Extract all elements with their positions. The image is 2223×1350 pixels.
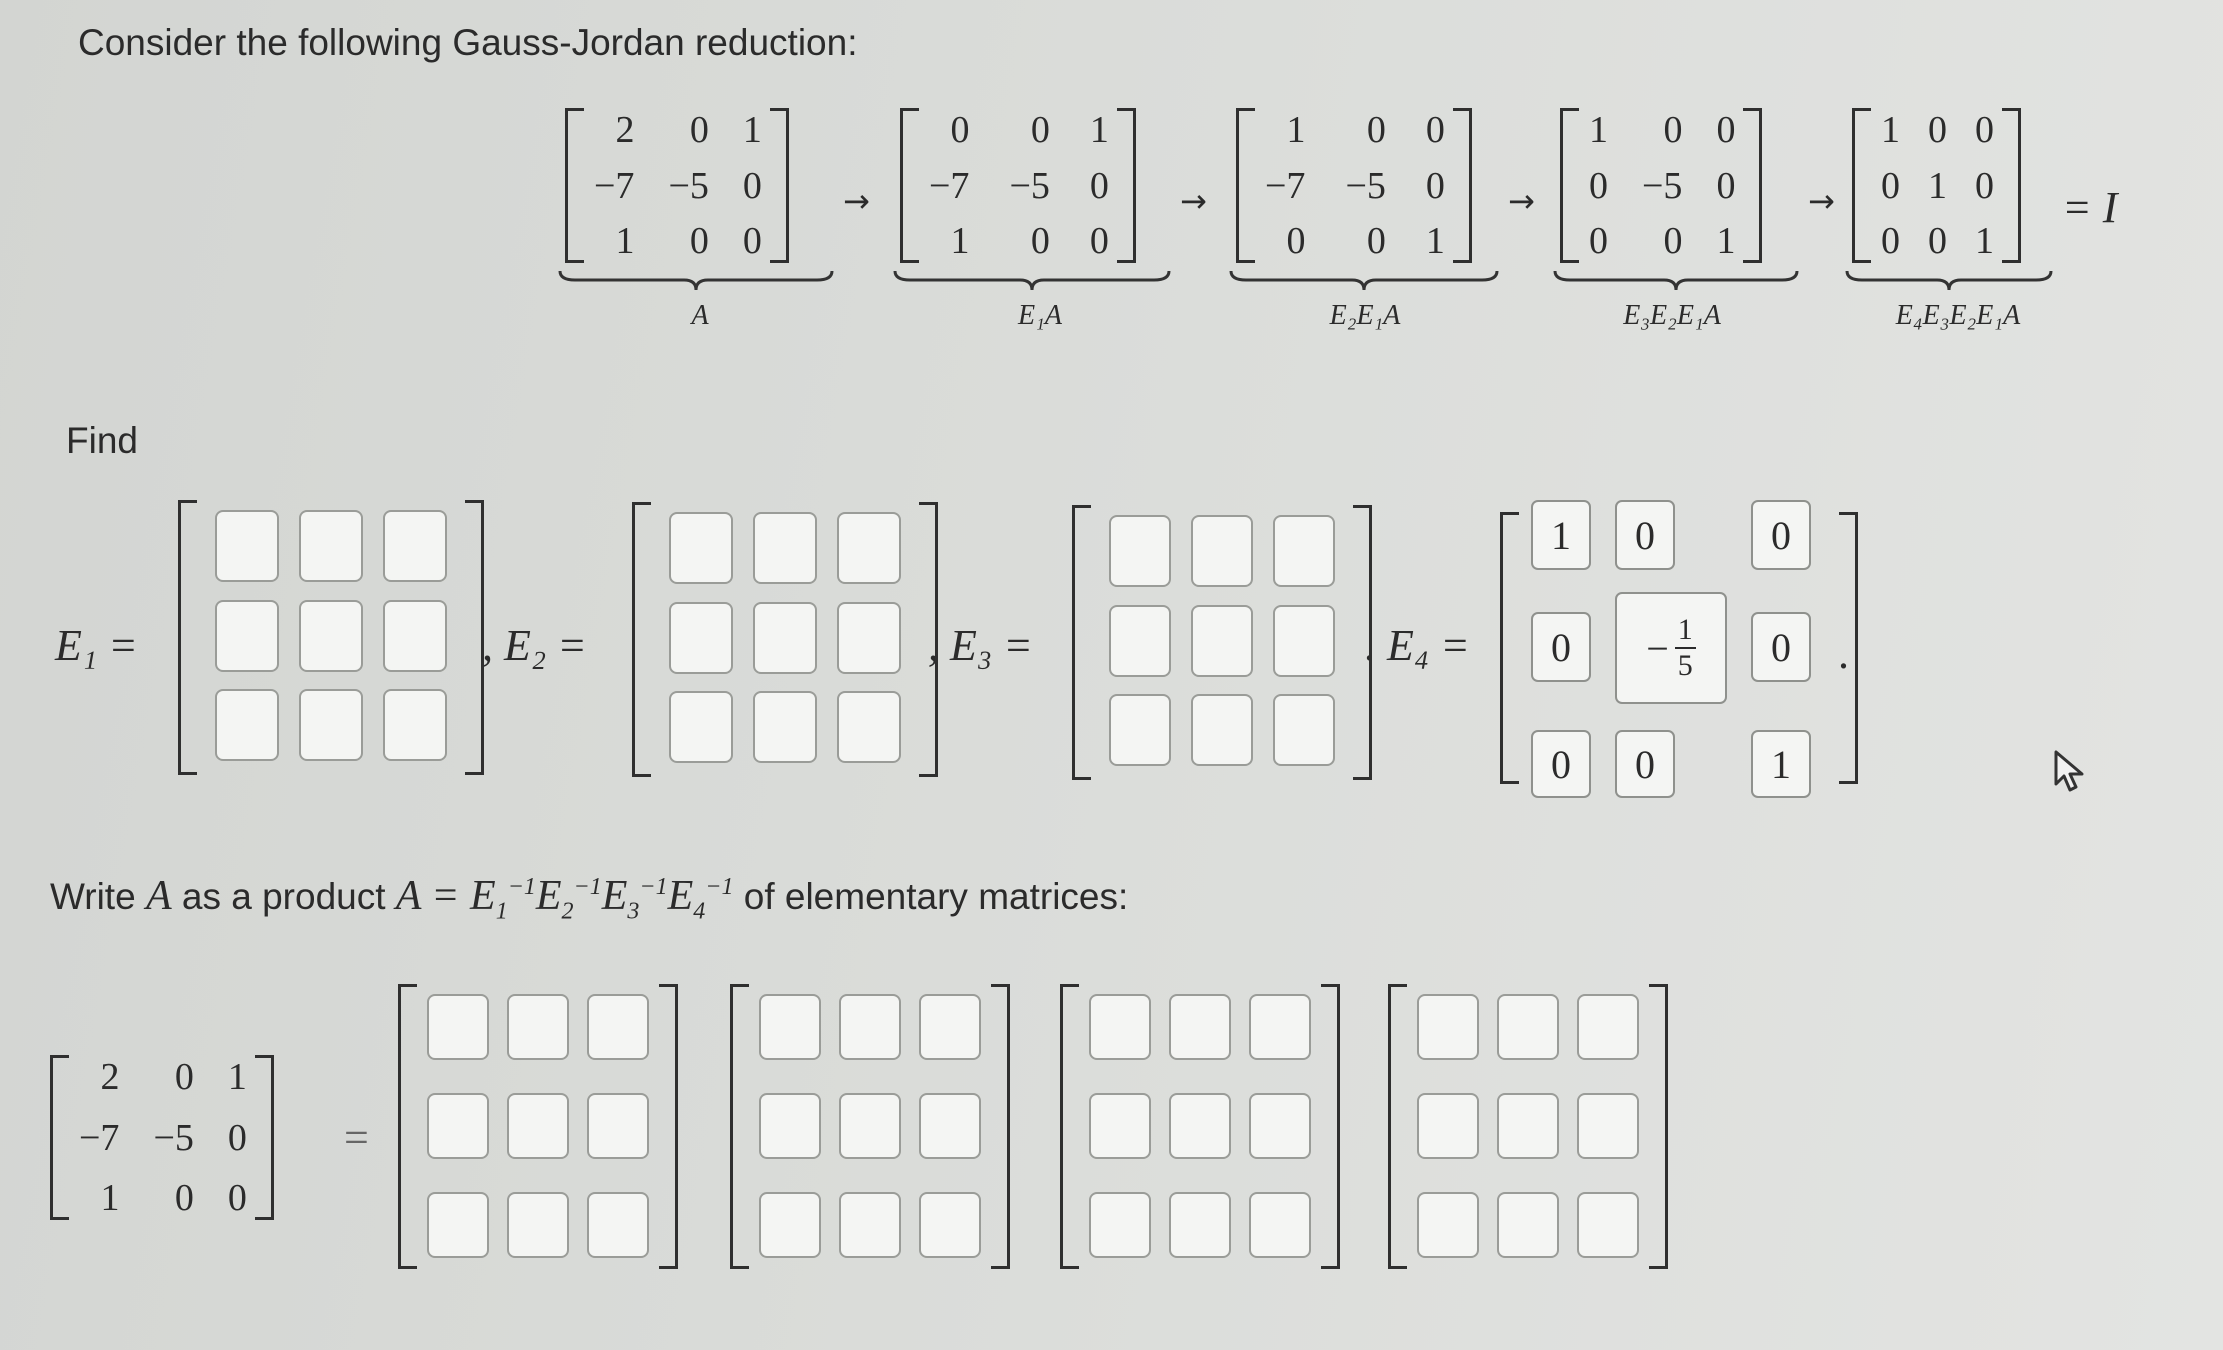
e4-r2c3[interactable]: 0 <box>1751 612 1811 682</box>
fraction <box>1675 615 1696 681</box>
matrix-entry: 1 <box>1286 109 1306 151</box>
matrix-entry: −5 <box>1009 164 1050 207</box>
matrix-entry: 0 <box>742 164 762 207</box>
right-bracket <box>1743 108 1762 263</box>
formula-e3: E <box>601 873 628 919</box>
e2-input-r2c2[interactable] <box>753 602 817 674</box>
right-bracket <box>1353 505 1372 780</box>
right-bracket <box>1453 108 1472 263</box>
e3-input-r1c2[interactable] <box>1191 515 1253 587</box>
formula-e4: E <box>667 873 694 919</box>
chain-matrix-cells <box>1255 108 1453 263</box>
matrix-entry: −7 <box>594 164 635 207</box>
e1-input-grid <box>197 500 465 775</box>
e3-input-grid <box>1091 505 1353 780</box>
left-bracket <box>1388 984 1407 1269</box>
right-bracket <box>770 108 789 263</box>
product-formula <box>395 873 734 925</box>
matrix-entry: 0 <box>174 1177 194 1219</box>
right-bracket <box>659 984 678 1269</box>
left-bracket <box>1560 108 1579 263</box>
matrix-entry: 0 <box>1928 220 1947 262</box>
chain-matrix-4 <box>1560 108 1762 263</box>
product-1-input-r3c3[interactable] <box>587 1192 649 1258</box>
left-bracket <box>1500 512 1519 784</box>
matrix-entry: 0 <box>227 1116 247 1159</box>
product-matrix-1 <box>398 984 678 1269</box>
product-4-input-r3c1[interactable] <box>1417 1192 1479 1258</box>
e1-input-r2c3[interactable] <box>383 600 447 672</box>
chain-matrix-cells <box>919 108 1117 263</box>
e1-input-r1c3[interactable] <box>383 510 447 582</box>
chain-matrix-5 <box>1852 108 2021 263</box>
formula-a-eq-e: A = E <box>395 873 496 919</box>
chain-label-4: E₃E₂E₁A <box>1623 300 1721 331</box>
underbrace <box>892 268 1172 294</box>
product-matrix-grid <box>1407 984 1649 1269</box>
product-matrix-3 <box>1060 984 1340 1269</box>
arrow-icon: → <box>843 182 870 220</box>
matrix-entry: 0 <box>1881 220 1900 262</box>
e3-input-r3c2[interactable] <box>1191 694 1253 766</box>
equals-sign: = <box>344 1113 369 1162</box>
chain-matrix-2 <box>900 108 1136 263</box>
chain-matrix-cells <box>1871 108 2002 263</box>
underbrace <box>1228 268 1500 294</box>
write-pre: Write <box>50 876 146 917</box>
right-bracket <box>1321 984 1340 1269</box>
matrix-entry: 0 <box>1975 164 1994 207</box>
left-bracket <box>1072 505 1091 780</box>
right-bracket <box>919 502 938 777</box>
arrow-icon: → <box>1180 182 1207 220</box>
e3-label: , E₃ = <box>928 621 1033 670</box>
chain-matrix-cells <box>584 108 770 263</box>
sup-2: −1 <box>573 874 602 900</box>
e2-input-r3c1[interactable] <box>669 691 733 763</box>
bottom-a-matrix <box>50 1055 274 1220</box>
left-bracket <box>730 984 749 1269</box>
chain-matrix-cells <box>1579 108 1743 263</box>
bottom-a-cells <box>69 1055 255 1220</box>
product-3-input-r1c1[interactable] <box>1089 994 1151 1060</box>
matrix-entry: 0 <box>1425 109 1445 151</box>
left-bracket <box>1852 108 1871 263</box>
right-bracket <box>255 1055 274 1220</box>
fraction-numerator: 1 <box>1675 615 1696 649</box>
e4-grid <box>1519 512 1839 787</box>
matrix-entry: 1 <box>615 220 635 262</box>
intro-text: Consider the following Gauss-Jordan reduction: <box>78 22 858 63</box>
left-bracket <box>50 1055 69 1220</box>
matrix-entry: 0 <box>742 220 762 262</box>
matrix-entry: 0 <box>1030 220 1050 262</box>
left-bracket <box>398 984 417 1269</box>
matrix-entry: 0 <box>227 1177 247 1219</box>
period: . <box>1838 629 1849 678</box>
left-bracket <box>1236 108 1255 263</box>
e1-input-r1c2[interactable] <box>299 510 363 582</box>
matrix-entry: 0 <box>689 109 709 151</box>
matrix-entry: 1 <box>227 1056 247 1098</box>
product-3-input-r1c3[interactable] <box>1249 994 1311 1060</box>
e1-input-r2c1[interactable] <box>215 600 279 672</box>
matrix-entry: 0 <box>1589 164 1608 207</box>
e2-input-r1c2[interactable] <box>753 512 817 584</box>
matrix-entry: 1 <box>100 1177 120 1219</box>
e3-input-r3c3[interactable] <box>1273 694 1335 766</box>
left-bracket <box>900 108 919 263</box>
product-3-input-r3c1[interactable] <box>1089 1192 1151 1258</box>
e1-matrix <box>178 500 484 775</box>
product-matrix-grid <box>749 984 991 1269</box>
matrix-entry: 1 <box>1716 220 1736 262</box>
product-2-input-r1c1[interactable] <box>759 994 821 1060</box>
chain-matrix-1 <box>565 108 789 263</box>
e4-r3c1[interactable]: 0 <box>1531 730 1591 798</box>
product-1-input-r2c3[interactable] <box>587 1093 649 1159</box>
sup-1: −1 <box>507 874 536 900</box>
mouse-cursor-icon <box>2052 748 2092 794</box>
matrix-entry: 0 <box>174 1056 194 1098</box>
product-4-input-r1c2[interactable] <box>1497 994 1559 1060</box>
product-1-input-r2c2[interactable] <box>507 1093 569 1159</box>
right-bracket <box>1649 984 1668 1269</box>
product-2-input-r2c1[interactable] <box>759 1093 821 1159</box>
e2-input-grid <box>651 502 919 777</box>
underbrace <box>1552 268 1800 294</box>
sub-3: 3 <box>627 898 640 925</box>
matrix-entry: 0 <box>1975 109 1994 151</box>
e3-input-r2c1[interactable] <box>1109 605 1171 677</box>
product-3-input-r3c2[interactable] <box>1169 1192 1231 1258</box>
matrix-entry: 0 <box>1663 220 1683 262</box>
matrix-entry: 1 <box>1975 220 1994 262</box>
e1-input-r3c3[interactable] <box>383 689 447 761</box>
e3-input-r3c1[interactable] <box>1109 694 1171 766</box>
right-bracket <box>991 984 1010 1269</box>
product-4-input-r3c2[interactable] <box>1497 1192 1559 1258</box>
left-bracket <box>632 502 651 777</box>
e2-input-r1c3[interactable] <box>837 512 901 584</box>
matrix-entry: 0 <box>950 109 970 151</box>
matrix-entry: 0 <box>1663 109 1683 151</box>
product-3-input-r1c2[interactable] <box>1169 994 1231 1060</box>
right-bracket <box>2002 108 2021 263</box>
write-sentence <box>50 872 1128 925</box>
product-1-input-r3c2[interactable] <box>507 1192 569 1258</box>
product-matrix-grid <box>417 984 659 1269</box>
underbrace <box>557 268 835 294</box>
product-4-input-r1c1[interactable] <box>1417 994 1479 1060</box>
matrix-entry: 2 <box>615 109 635 151</box>
matrix-entry: 0 <box>1881 164 1900 207</box>
sup-3: −1 <box>639 874 668 900</box>
sup-4: −1 <box>705 874 734 900</box>
e4-r1c1[interactable]: 1 <box>1531 500 1591 570</box>
product-2-input-r1c3[interactable] <box>919 994 981 1060</box>
product-2-input-r3c1[interactable] <box>759 1192 821 1258</box>
e4-r2c1[interactable]: 0 <box>1531 612 1591 682</box>
e4-label: . E₄ = <box>1365 621 1470 670</box>
matrix-entry: 1 <box>742 109 762 151</box>
product-1-input-r1c2[interactable] <box>507 994 569 1060</box>
product-matrix-grid <box>1079 984 1321 1269</box>
product-1-input-r3c1[interactable] <box>427 1192 489 1258</box>
chain-label-5: E₄E₃E₂E₁A <box>1895 300 2021 331</box>
fraction-denominator: 5 <box>1677 649 1693 682</box>
e2-input-r3c2[interactable] <box>753 691 817 763</box>
arrow-icon: → <box>1808 182 1835 220</box>
matrix-entry: 2 <box>100 1056 120 1098</box>
matrix-entry: −7 <box>79 1116 120 1159</box>
e2-input-r1c1[interactable] <box>669 512 733 584</box>
e3-input-r2c3[interactable] <box>1273 605 1335 677</box>
product-1-input-r2c1[interactable] <box>427 1093 489 1159</box>
matrix-entry: −5 <box>1642 164 1683 207</box>
find-label: Find <box>66 420 138 461</box>
matrix-entry: 0 <box>1286 220 1306 262</box>
e2-matrix <box>632 502 938 777</box>
sub-2: 2 <box>561 898 574 925</box>
e1-input-r3c2[interactable] <box>299 689 363 761</box>
chain-label-2: E₁A <box>1018 300 1062 331</box>
matrix-entry: 0 <box>1425 164 1445 207</box>
sub-1: 1 <box>495 898 508 925</box>
e4-r3c2[interactable]: 0 <box>1615 730 1675 798</box>
left-bracket <box>1060 984 1079 1269</box>
right-bracket <box>1117 108 1136 263</box>
matrix-entry: 1 <box>1928 164 1947 207</box>
formula-e2: E <box>535 873 562 919</box>
chain-matrix-3 <box>1236 108 1472 263</box>
e2-input-r2c1[interactable] <box>669 602 733 674</box>
product-1-input-r1c1[interactable] <box>427 994 489 1060</box>
matrix-entry: 0 <box>1716 109 1736 151</box>
matrix-entry: 1 <box>1425 220 1445 262</box>
e4-r3c3[interactable]: 1 <box>1751 730 1811 798</box>
matrix-entry: −5 <box>153 1116 194 1159</box>
matrix-entry: 0 <box>1366 109 1386 151</box>
matrix-entry: −5 <box>1345 164 1386 207</box>
sub-4: 4 <box>693 898 706 925</box>
product-matrix-4 <box>1388 984 1668 1269</box>
product-4-input-r2c3[interactable] <box>1577 1093 1639 1159</box>
matrix-entry: 1 <box>950 220 970 262</box>
product-2-input-r2c2[interactable] <box>839 1093 901 1159</box>
matrix-entry: 0 <box>1089 220 1109 262</box>
product-4-input-r3c3[interactable] <box>1577 1192 1639 1258</box>
right-bracket <box>465 500 484 775</box>
left-bracket <box>565 108 584 263</box>
e3-input-r2c2[interactable] <box>1191 605 1253 677</box>
e4-r1c2[interactable]: 0 <box>1615 500 1675 570</box>
chain-label-1: A <box>691 300 709 331</box>
product-3-input-r2c3[interactable] <box>1249 1093 1311 1159</box>
write-post: of elementary matrices: <box>733 876 1129 917</box>
product-3-input-r3c3[interactable] <box>1249 1192 1311 1258</box>
matrix-entry: 0 <box>1366 220 1386 262</box>
arrow-icon: = I <box>2062 183 2118 232</box>
matrix-entry: 0 <box>1928 109 1947 151</box>
e1-label: E₁ = <box>55 621 138 670</box>
e2-input-r2c3[interactable] <box>837 602 901 674</box>
matrix-entry: 0 <box>1089 164 1109 207</box>
product-4-input-r1c3[interactable] <box>1577 994 1639 1060</box>
write-a: A <box>145 873 172 919</box>
product-3-input-r2c1[interactable] <box>1089 1093 1151 1159</box>
e1-input-r1c1[interactable] <box>215 510 279 582</box>
e3-input-r1c1[interactable] <box>1109 515 1171 587</box>
product-2-input-r2c3[interactable] <box>919 1093 981 1159</box>
product-matrix-2 <box>730 984 1010 1269</box>
chain-label-3: E₂E₁A <box>1329 300 1401 331</box>
matrix-entry: 0 <box>1589 220 1608 262</box>
e2-label: , E₂ = <box>482 621 587 670</box>
product-2-input-r3c2[interactable] <box>839 1192 901 1258</box>
product-1-input-r1c3[interactable] <box>587 994 649 1060</box>
matrix-entry: 1 <box>1589 109 1608 151</box>
matrix-entry: 1 <box>1089 109 1109 151</box>
matrix-entry: 1 <box>1881 109 1900 151</box>
matrix-entry: 0 <box>1716 164 1736 207</box>
e4-matrix <box>1500 512 1858 787</box>
underbrace <box>1844 268 2054 294</box>
left-bracket <box>178 500 197 775</box>
matrix-entry: 0 <box>689 220 709 262</box>
write-mid: as a product <box>171 876 396 917</box>
e1-input-r2c2[interactable] <box>299 600 363 672</box>
e3-matrix <box>1072 505 1372 780</box>
matrix-entry: −7 <box>1265 164 1306 207</box>
matrix-entry: −5 <box>668 164 709 207</box>
arrow-icon: → <box>1508 182 1535 220</box>
e1-input-r3c1[interactable] <box>215 689 279 761</box>
e4-r1c3[interactable]: 0 <box>1751 500 1811 570</box>
e3-input-r1c3[interactable] <box>1273 515 1335 587</box>
product-4-input-r2c1[interactable] <box>1417 1093 1479 1159</box>
matrix-entry: 0 <box>1030 109 1050 151</box>
matrix-entry: −7 <box>929 164 970 207</box>
e2-input-r3c3[interactable] <box>837 691 901 763</box>
e4-r2c2[interactable] <box>1615 592 1727 704</box>
product-4-input-r2c2[interactable] <box>1497 1093 1559 1159</box>
product-3-input-r2c2[interactable] <box>1169 1093 1231 1159</box>
product-2-input-r3c3[interactable] <box>919 1192 981 1258</box>
minus-sign: − <box>1646 625 1669 671</box>
product-2-input-r1c2[interactable] <box>839 994 901 1060</box>
